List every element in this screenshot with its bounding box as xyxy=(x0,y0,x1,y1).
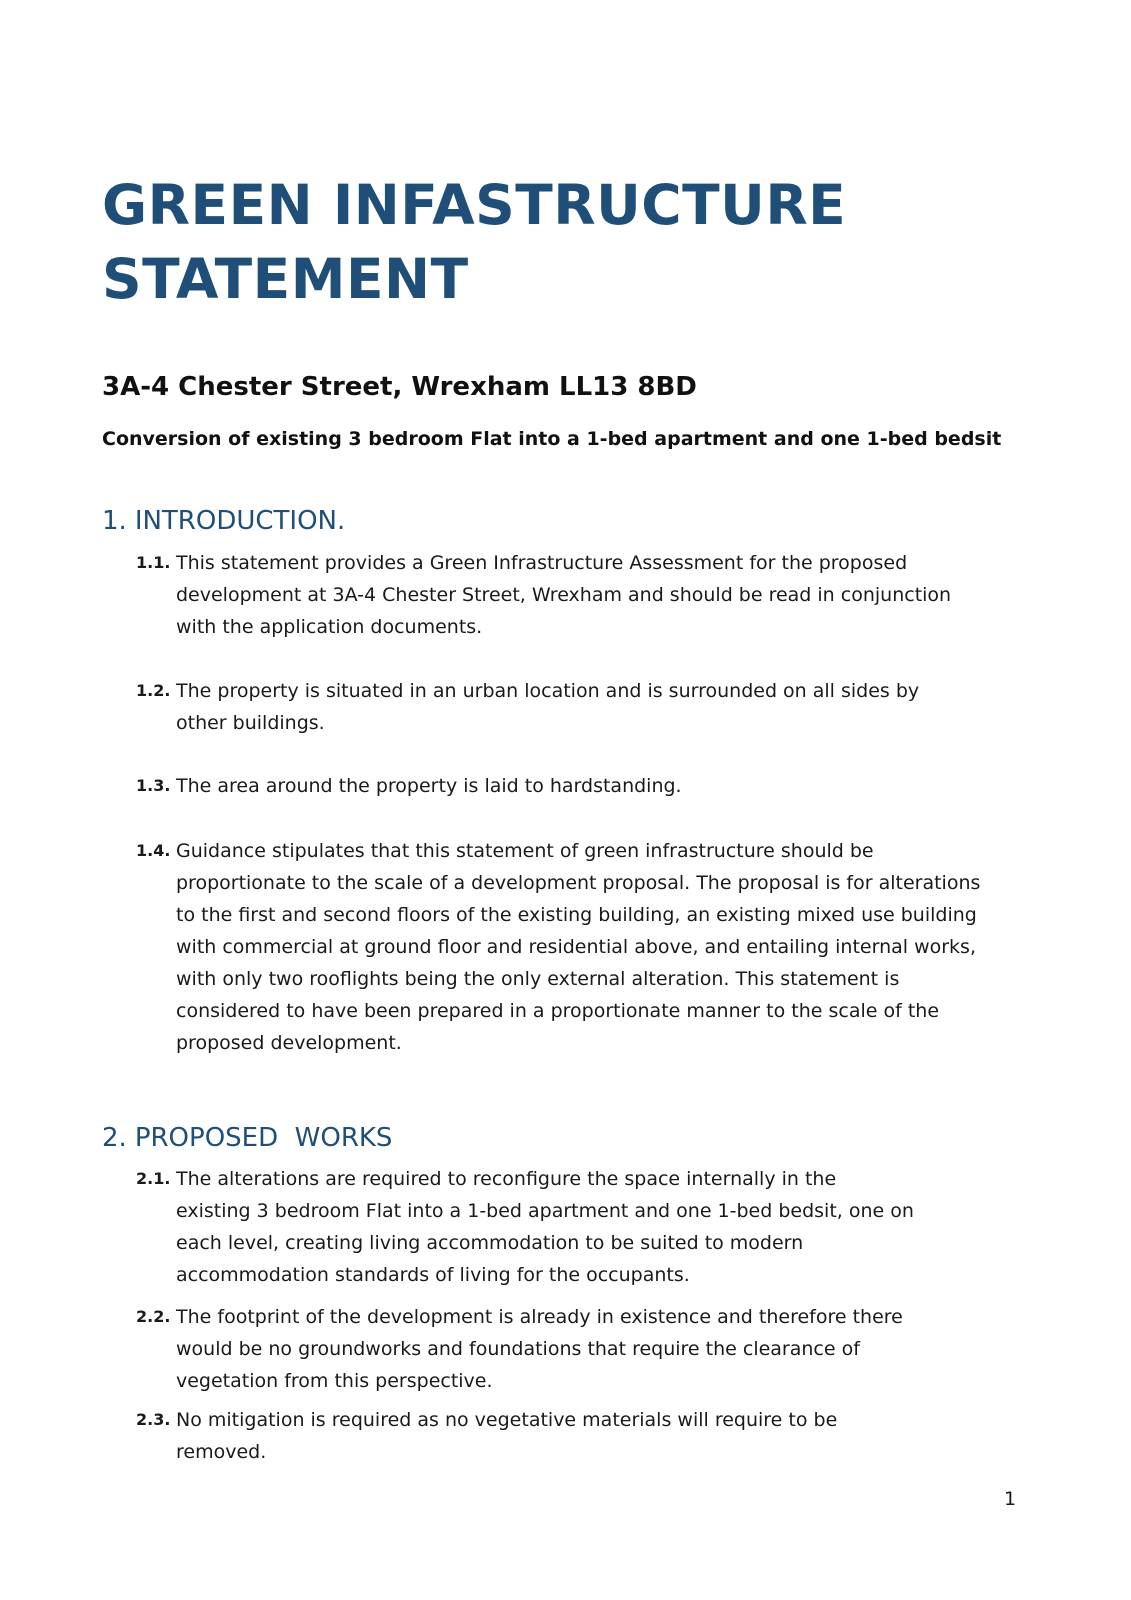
paragraph-text: The footprint of the development is already in existence and therefore there would be no groundworks and foundations that require the clearance of vegetation from this perspective. xyxy=(176,1306,903,1392)
paragraph-2-2 xyxy=(136,1301,936,1397)
document-title-line-2: STATEMENT xyxy=(102,247,469,311)
section-number: 2. xyxy=(102,1123,127,1153)
paragraph-text: The alterations are required to reconfigure the space internally in the existing 3 bedroom Flat into a 1-bed apartment and one 1-bed bedsit, one on each level, creating living accommodation to be suited to modern accommodation standards of living for the occupants. xyxy=(176,1168,914,1286)
paragraph-1-2 xyxy=(136,675,956,739)
section-heading-proposed-works xyxy=(102,1123,392,1153)
document-title xyxy=(102,168,1002,316)
site-address: 3A-4 Chester Street, Wrexham LL13 8BD xyxy=(102,372,697,402)
paragraph-1-1 xyxy=(136,547,986,643)
paragraph-text: This statement provides a Green Infrastructure Assessment for the proposed development at 3A-4 Chester Street, Wrexham and should be read in conjunction with the application documents. xyxy=(176,552,952,638)
paragraph-text: Guidance stipulates that this statement of green infrastructure should be proportionate to the scale of a development proposal. The proposal is for alterations to the first and second floors of the existing building, an existing mixed use building with commercial at ground floor and residential above, and entailing internal works, with only two rooflights being the only external alteration. This statement is considered to have been prepared in a proportionate manner to the scale of the proposed development. xyxy=(176,840,981,1054)
paragraph-number: 2.2. xyxy=(136,1307,171,1326)
paragraph-2-3 xyxy=(136,1404,876,1468)
section-heading-introduction xyxy=(102,506,345,536)
proposal-subtitle: Conversion of existing 3 bedroom Flat into a 1-bed apartment and one 1-bed bedsit xyxy=(102,428,1002,450)
paragraph-number: 1.4. xyxy=(136,841,171,860)
document-title-line-1: GREEN INFASTRUCTURE xyxy=(102,173,847,237)
page-number: 1 xyxy=(1004,1488,1017,1510)
section-title: PROPOSED WORKS xyxy=(134,1123,393,1153)
paragraph-number: 2.3. xyxy=(136,1410,171,1429)
paragraph-2-1 xyxy=(136,1163,916,1291)
section-title: INTRODUCTION. xyxy=(134,506,346,536)
paragraph-1-3 xyxy=(136,770,1016,802)
paragraph-number: 1.3. xyxy=(136,776,171,795)
paragraph-number: 2.1. xyxy=(136,1169,171,1188)
paragraph-number: 1.2. xyxy=(136,681,171,700)
paragraph-text: The area around the property is laid to hardstanding. xyxy=(176,775,682,797)
paragraph-1-4 xyxy=(136,835,986,1059)
paragraph-number: 1.1. xyxy=(136,553,171,572)
paragraph-text: The property is situated in an urban location and is surrounded on all sides by other buildings. xyxy=(176,680,920,734)
paragraph-text: No mitigation is required as no vegetative materials will require to be removed. xyxy=(176,1409,838,1463)
section-number: 1. xyxy=(102,506,127,536)
